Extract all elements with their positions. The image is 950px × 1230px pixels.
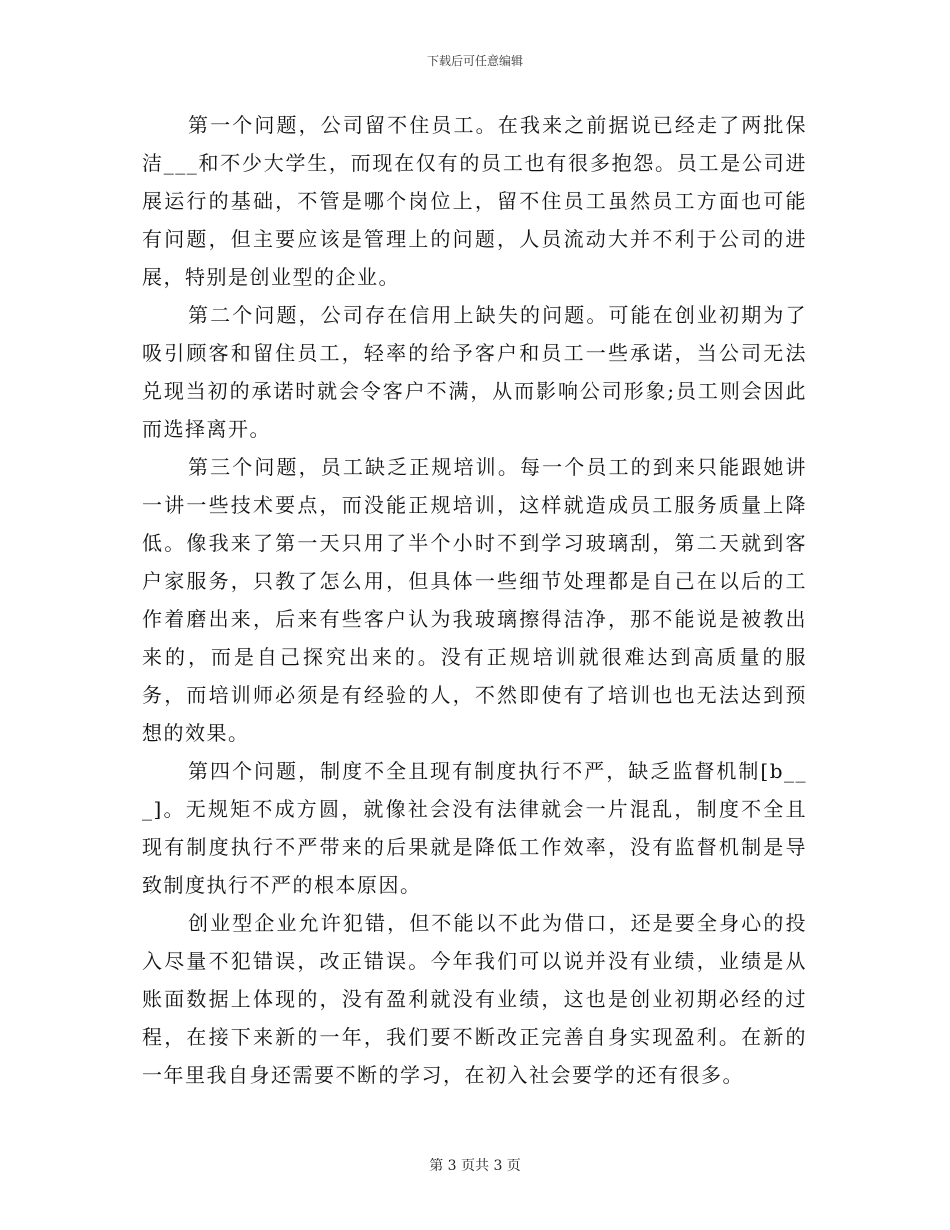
- paragraph-5: 创业型企业允许犯错，但不能以不此为借口，还是要全身心的投入尽量不犯错误，改正错误。今年我们可以说并没有业绩，业绩是从账面数据上体现的，没有盈利就没有业绩，这也是创业初期必经的过程，在接下来新的一年，我们要不断改正完善自身实现盈利。在新的一年里我自身还需要不断的学习，在初入社会要学的还有很多。: [142, 911, 807, 1087]
- paragraph-3: 第三个问题，员工缺乏正规培训。每一个员工的到来只能跟她讲一讲一些技术要点，而没能正规培训，这样就造成员工服务质量上降低。像我来了第一天只用了半个小时不到学习玻璃刮，第二天就到客户家服务，只教了怎么用，但具体一些细节处理都是自己在以后的工作着磨出来，后来有些客户认为我玻璃擦得洁净，那不能说是被教出来的，而是自己探究出来的。没有正规培训就很难达到高质量的服务，而培训师必须是有经验的人，不然即使有了培训也也无法达到预想的效果。: [142, 455, 807, 745]
- page-footer: 第 3 页共 3 页: [429, 1158, 521, 1174]
- paragraph-4: 第四个问题，制度不全且现有制度执行不严，缺乏监督机制[b___]。无规矩不成方圆，就像社会没有法律就会一片混乱，制度不全且现有制度执行不严带来的后果就是降低工作效率，没有监督机制是导致制度执行不严的根本原因。: [142, 759, 807, 897]
- page-header: 下载后可任意编辑: [426, 54, 523, 68]
- paragraph-1: 第一个问题，公司留不住员工。在我来之前据说已经走了两批保洁___和不少大学生，而现在仅有的员工也有很多抱怨。员工是公司进展运行的基础，不管是哪个岗位上，留不住员工虽然员工方面也可能有问题，但主要应该是管理上的问题，人员流动大并不利于公司的进展，特别是创业型的企业。: [142, 113, 807, 289]
- document-body: [142, 106, 807, 1094]
- paragraph-2: 第二个问题，公司存在信用上缺失的问题。可能在创业初期为了吸引顾客和留住员工，轻率的给予客户和员工一些承诺，当公司无法兑现当初的承诺时就会令客户不满，从而影响公司形象;员工则会因此而选择离开。: [142, 303, 807, 441]
